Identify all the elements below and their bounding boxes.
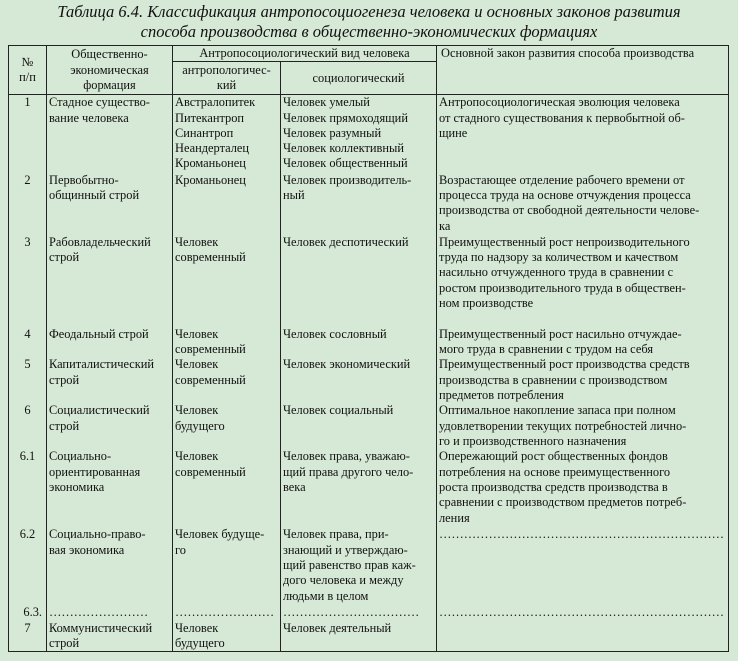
header-formation: Общественно- экономическая формация <box>47 46 173 95</box>
sociological-cell: Человек экономический <box>281 357 437 403</box>
table-row <box>9 621 729 652</box>
table-row <box>9 449 729 527</box>
anthropological-cell: Человек будущего <box>173 621 281 652</box>
row-number: 6.2 <box>9 527 47 605</box>
table-row <box>9 173 729 235</box>
table-row <box>9 403 729 449</box>
table-row <box>9 95 729 173</box>
anthropological-cell: Человек современный <box>173 357 281 403</box>
table-body <box>9 95 729 652</box>
formation-cell: Коммунистический строй <box>47 621 173 652</box>
header-num: № п/п <box>9 46 47 95</box>
anthropological-cell: Человек современный <box>173 327 281 358</box>
sociological-cell: Человек сословный <box>281 327 437 358</box>
sociological-cell: Человек умелый Человек прямоходящий Человек разумный Человек коллективный Человек общественный <box>281 95 437 173</box>
sociological-cell: Человек права, уважаю- щий права другого чело- века <box>281 449 437 527</box>
formation-cell: Первобытно- общинный строй <box>47 173 173 235</box>
law-cell: Антропосоциологическая эволюция человека от стадного существования к первобытной об- щине <box>437 95 729 173</box>
row-number: 5 <box>9 357 47 403</box>
formation-cell: Феодальный строй <box>47 327 173 358</box>
table-row <box>9 235 729 327</box>
row-number: 4 <box>9 327 47 358</box>
law-cell: Преимущественный рост производства средств производства в сравнении с производством предметов потребления <box>437 357 729 403</box>
table-row <box>9 327 729 358</box>
sociological-cell: …………………………… <box>281 605 437 620</box>
law-cell: Преимущественный рост непроизводительного труда по надзору за количеством и качеством насильно отчужденного труда в сравнении с ростом производительного труда в обществен- ном производстве <box>437 235 729 327</box>
formation-cell: Капиталистический строй <box>47 357 173 403</box>
anthropological-cell: Человек современный <box>173 235 281 327</box>
row-number: 6.3. <box>9 605 47 620</box>
row-number: 2 <box>9 173 47 235</box>
anthropological-cell: …………………… <box>173 605 281 620</box>
row-number: 1 <box>9 95 47 173</box>
formation-cell: Социалистический строй <box>47 403 173 449</box>
formation-cell: Стадное существо- вание человека <box>47 95 173 173</box>
law-cell: …………………………………………………………… <box>437 527 729 605</box>
sociological-cell: Человек деспотический <box>281 235 437 327</box>
classification-table <box>8 45 729 652</box>
row-number: 3 <box>9 235 47 327</box>
sociological-cell: Человек права, при- знающий и утверждаю- щий равенство прав каж- дого человека и между людьми в целом <box>281 527 437 605</box>
formation-cell: …………………… <box>47 605 173 620</box>
formation-cell: Рабовладельческий строй <box>47 235 173 327</box>
anthropological-cell: Человек будущего <box>173 403 281 449</box>
table-row <box>9 527 729 605</box>
caption-line-2: способа производства в общественно-экономических формациях <box>140 22 598 41</box>
table-caption <box>0 2 738 42</box>
row-number: 6 <box>9 403 47 449</box>
law-cell: …………………………………………………………… <box>437 605 729 620</box>
law-cell: Возрастающее отделение рабочего времени от процесса труда на основе отчуждения процесса производства от свободной деятельности челове- ка <box>437 173 729 235</box>
anthropological-cell: Человек современный <box>173 449 281 527</box>
law-cell: Преимущественный рост насильно отчуждае- мого труда в сравнении с трудом на себя <box>437 327 729 358</box>
header-socio: социологический <box>281 62 437 95</box>
anthropological-cell: Человек будуще- го <box>173 527 281 605</box>
sociological-cell: Человек социальный <box>281 403 437 449</box>
row-number: 7 <box>9 621 47 652</box>
header-law: Основной закон развития способа производства <box>437 46 729 95</box>
formation-cell: Социально- ориентированная экономика <box>47 449 173 527</box>
law-cell: Опережающий рост общественных фондов потребления на основе преимущественного роста производства средств производства в сравнении с производством предметов потреб- ления <box>437 449 729 527</box>
row-number: 6.1 <box>9 449 47 527</box>
caption-line-1: Таблица 6.4. Классификация антропосоциогенеза человека и основных законов развития <box>57 2 681 21</box>
sociological-cell: Человек производитель- ный <box>281 173 437 235</box>
table-row <box>9 357 729 403</box>
sociological-cell: Человек деятельный <box>281 621 437 652</box>
formation-cell: Социально-право- вая экономика <box>47 527 173 605</box>
law-cell: Оптимальное накопление запаса при полном удовлетворении текущих потребностей лично- го и производственного назначения <box>437 403 729 449</box>
header-anthro: антропологичес- кий <box>173 62 281 95</box>
anthropological-cell: Кроманьонец <box>173 173 281 235</box>
header-kind: Антропосоциологический вид человека <box>173 46 437 62</box>
anthropological-cell: Австралопитек Питекантроп Синантроп Неандерталец Кроманьонец <box>173 95 281 173</box>
law-cell <box>437 621 729 652</box>
table-row <box>9 605 729 620</box>
